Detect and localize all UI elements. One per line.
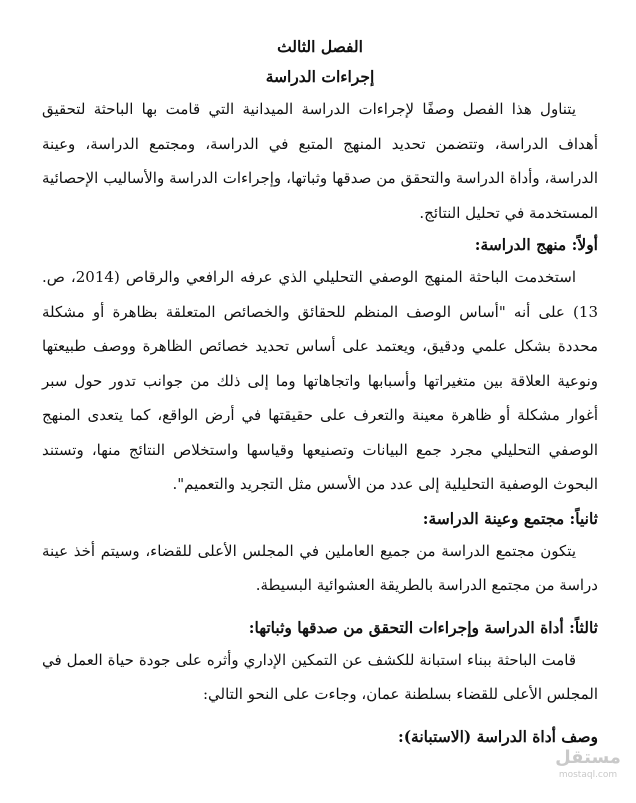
watermark-latin: mostaql.com (558, 770, 618, 780)
section-heading-instrument: ثالثاً: أداة الدراسة وإجراءات التحقق من صدقها وثباتها: (248, 617, 598, 637)
instrument-paragraph: قامت الباحثة ببناء استبانة للكشف عن التمكين الإداري وأثره على جودة حياة العمل في المجلس الأعلى للقضاء بسلطنة عمان، وجاءت على النحو التالي: (42, 650, 598, 703)
spacer (42, 603, 598, 613)
population-paragraph: يتكون مجتمع الدراسة من جميع العاملين في المجلس الأعلى للقضاء، وسيتم أخذ عينة دراسة من مجتمع الدراسة بالطريقة العشوائية البسيطة. (42, 541, 598, 594)
watermark-arabic: مستقل (555, 747, 621, 768)
chapter-subtitle: إجراءات الدراسة (265, 67, 375, 86)
watermark-logo (552, 746, 624, 790)
spacer (42, 712, 598, 722)
section-heading-instrument-description: وصف أداة الدراسة (الاستبانة): (398, 726, 598, 746)
section-heading-population: ثانياً: مجتمع وعينة الدراسة: (422, 508, 598, 528)
section-heading-method: أولاً: منهج الدراسة: (474, 235, 598, 254)
method-paragraph: استخدمت الباحثة المنهج الوصفي التحليلي الذي عرفه الرافعي والرقاص (2014، ص. 13) على أنه "أساس الوصف المنظم للحقائق والخصائص المتعلقة بظاهرة أو مشكلة محددة بشكل علمي ودقيق، ويعتمد على أساس تحديد خصائص الظاهرة ووصف طبيعتها ونوعية العلاقة بين متغيراتها وأسبابها واتجاهاتها وما إلى ذلك من جوانب تدور حول سبر أغوار مشكلة أو ظاهرة معينة والتعرف على حقيقتها في أرض الواقع، كما يتعدى المنهج الوصفي التحليلي مجرد جمع البيانات وتصنيعها وقياسها واستخلاص النتائج منها، وتستند البحوث الوصفية التحليلية إلى عدد من الأسس مثل التجريد والتعميم". (42, 268, 598, 493)
chapter-title: الفصل الثالث (277, 37, 363, 56)
intro-paragraph: يتناول هذا الفصل وصفًا لإجراءات الدراسة الميدانية التي قامت بها الباحثة لتحقيق أهداف الدراسة، وتتضمن تحديد المنهج المتبع في الدراسة، ومجتمع الدراسة، وعينة الدراسة، وأداة الدراسة والتحقق من صدقها وثباتها، وإجراءات الدراسة والأساليب الإحصائية المستخدمة في تحليل النتائج. (42, 100, 598, 222)
